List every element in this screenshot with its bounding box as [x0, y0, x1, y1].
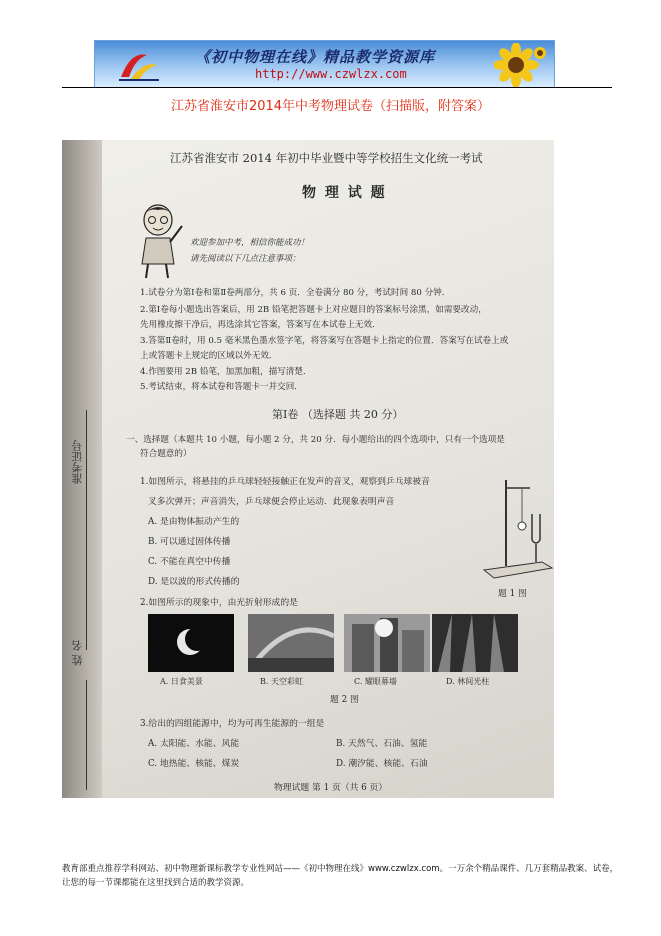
exam-id-label: 准考证号 — [71, 440, 84, 484]
q1-option-c: C. 不能在真空中传播 — [148, 557, 231, 567]
note-item: 先用橡皮擦干净后，再选涂其它答案，答案写在本试卷上无效． — [140, 320, 381, 330]
exam-page-footer: 物理试题 第 1 页（共 6 页） — [274, 783, 388, 793]
q2-figure-label: 题 2 图 — [330, 695, 359, 705]
document-title: 江苏省淮安市2014年中考物理试卷（扫描版，附答案） — [170, 99, 491, 114]
site-banner — [94, 40, 555, 88]
name-label: 姓 名 — [71, 640, 84, 666]
name-line — [86, 680, 87, 790]
q3-stem: 3.给出的四组能源中，均为可再生能源的一组是 — [140, 719, 325, 729]
q3-option-a: A. 太阳能、水能、风能 — [148, 739, 240, 749]
q1-stem-cont: 叉多次弹开；声音消失，乒乓球便会停止运动．此现象表明声音 — [148, 497, 395, 507]
note-item: 上或答题卡上规定的区域以外无效． — [140, 351, 278, 361]
banner-title: 《初中物理在线》精品教学资源库 — [195, 48, 436, 66]
id-line — [86, 410, 87, 650]
q1-stem: 1.如图所示，将悬挂的乒乓球轻轻接触正在发声的音叉，观察到乒乓球被音 — [140, 477, 430, 487]
section-intro-cont: 符合题意的） — [140, 449, 192, 459]
site-logo-icon — [117, 47, 161, 83]
q2-caption-c: C. 耀眼幕墙 — [354, 677, 397, 686]
note-item: 3.答第Ⅱ卷时，用 0.5 毫米黑色墨水签字笔，将答案写在答题卡上指定的位置．答案写在试卷上或 — [140, 336, 509, 346]
q1-option-b: B. 可以通过固体传播 — [148, 537, 231, 547]
welcome-text: 欢迎参加中考，相信你能成功！ — [190, 238, 310, 248]
solar-eclipse-image — [148, 614, 234, 672]
scanned-exam-page — [62, 140, 554, 798]
q3-option-d: D. 潮汐能、核能、石油 — [336, 759, 428, 769]
header-rule — [62, 87, 612, 88]
q2-caption-d: D. 林间光柱 — [446, 677, 490, 686]
glass-curtain-wall-image — [344, 614, 430, 672]
section-intro: 一、选择题（本题共 10 小题，每小题 2 分，共 20 分．每小题给出的四个选项中，只有一个选项是 — [126, 435, 505, 445]
note-item: 4.作图要用 2B 铅笔，加黑加粗，描写清楚． — [140, 367, 312, 377]
sunflower-icon — [494, 43, 548, 87]
subject-title: 物 理 试 题 — [302, 185, 387, 201]
forest-light-beams-image — [432, 614, 518, 672]
rainbow-image — [248, 614, 334, 672]
q2-caption-a: A. 日食美景 — [160, 677, 203, 686]
notice-intro: 请先阅读以下几点注意事项： — [190, 254, 301, 264]
q1-option-a: A. 是由物体振动产生的 — [148, 517, 240, 527]
note-item: 5.考试结束，将本试卷和答题卡一并交回． — [140, 382, 303, 392]
banner-url[interactable]: http://www.czwlzx.com — [255, 67, 407, 81]
q2-stem: 2.如图所示的现象中，由光折射形成的是 — [140, 598, 298, 608]
part1-heading: 第Ⅰ卷 （选择题 共 20 分） — [272, 408, 404, 421]
tuning-fork-apparatus-icon — [482, 474, 554, 586]
q1-figure-label: 题 1 图 — [498, 589, 527, 599]
exam-header: 江苏省淮安市 2014 年初中毕业暨中等学校招生文化统一考试 — [170, 151, 483, 165]
q1-option-d: D. 是以波的形式传播的 — [148, 577, 240, 587]
q3-option-c: C. 地热能、核能、煤炭 — [148, 759, 240, 769]
note-item: 1.试卷分为第Ⅰ卷和第Ⅱ卷两部分，共 6 页．全卷满分 80 分，考试时间 80 分钟． — [140, 288, 451, 298]
note-item: 2.第Ⅰ卷每小题选出答案后，用 2B 铅笔把答题卡上对应题目的答案标号涂黑，如需要改动， — [140, 305, 487, 315]
cartoon-student-icon — [130, 202, 188, 280]
q3-option-b: B. 天然气、石油、氢能 — [336, 739, 428, 749]
q2-caption-b: B. 天空彩虹 — [260, 677, 303, 686]
site-footer: 教育部重点推荐学科网站、初中物理新课标教学专业性网站——《初中物理在线》www.czwlzx.com。一万余个精品课件、几万套精品教案、试卷，让您的每一节课都能在这里找到合适的教学资源。 — [62, 864, 619, 888]
